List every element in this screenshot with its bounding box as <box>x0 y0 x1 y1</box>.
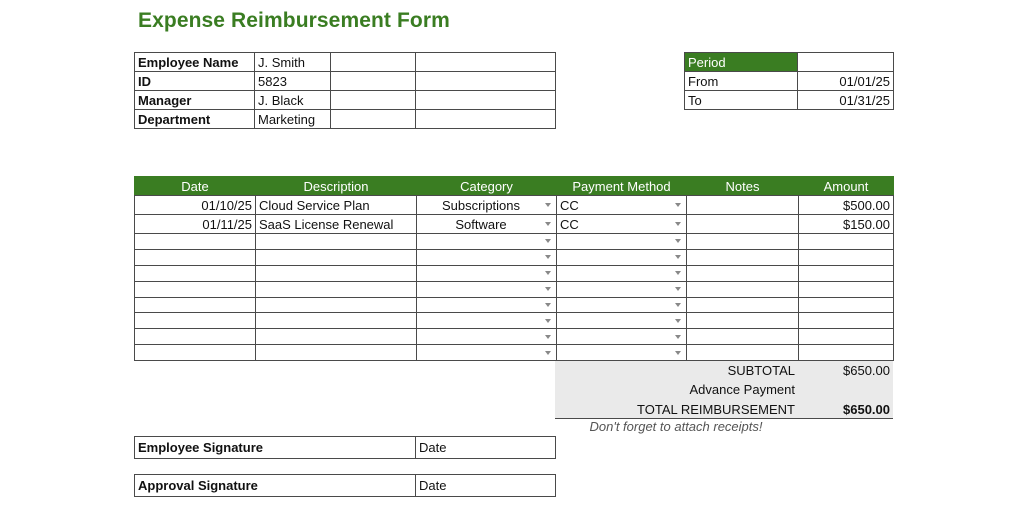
department-row <box>135 110 556 129</box>
period-to-value[interactable]: 01/31/25 <box>798 91 894 110</box>
advance-payment-label: Advance Payment <box>689 382 795 398</box>
date-cell[interactable] <box>135 313 256 329</box>
notes-cell[interactable] <box>687 329 799 345</box>
date-cell[interactable] <box>135 265 256 281</box>
empty-cell[interactable] <box>331 72 416 91</box>
notes-cell[interactable] <box>687 234 799 250</box>
category-dropdown[interactable] <box>417 345 557 361</box>
employee-id-value[interactable]: 5823 <box>255 72 331 91</box>
payment-method-dropdown[interactable] <box>557 297 687 313</box>
employee-info-table <box>134 52 556 129</box>
chevron-down-icon[interactable] <box>545 255 551 259</box>
manager-value[interactable]: J. Black <box>255 91 331 110</box>
table-row <box>135 265 894 281</box>
category-value: Software <box>455 216 507 232</box>
subtotal-row <box>555 361 893 380</box>
description-cell[interactable] <box>256 281 417 297</box>
chevron-down-icon[interactable] <box>675 222 681 226</box>
category-dropdown[interactable] <box>417 265 557 281</box>
date-cell[interactable] <box>135 281 256 297</box>
description-cell[interactable]: Cloud Service Plan <box>256 196 417 215</box>
table-row <box>135 297 894 313</box>
chevron-down-icon[interactable] <box>545 319 551 323</box>
manager-label: Manager <box>135 91 255 110</box>
period-from-label: From <box>685 72 798 91</box>
chevron-down-icon[interactable] <box>675 255 681 259</box>
description-cell[interactable]: SaaS License Renewal <box>256 215 417 234</box>
chevron-down-icon[interactable] <box>675 203 681 207</box>
description-cell[interactable] <box>256 234 417 250</box>
description-cell[interactable] <box>256 297 417 313</box>
description-cell[interactable] <box>256 265 417 281</box>
category-dropdown[interactable] <box>417 281 557 297</box>
amount-cell[interactable] <box>799 345 894 361</box>
employee-id-label: ID <box>135 72 255 91</box>
employee-name-label: Employee Name <box>135 53 255 72</box>
payment-method-dropdown[interactable] <box>557 215 687 234</box>
chevron-down-icon[interactable] <box>675 271 681 275</box>
subtotal-value: $650.00 <box>843 363 890 378</box>
approval-signature-date[interactable]: Date <box>416 475 556 497</box>
empty-cell[interactable] <box>331 53 416 72</box>
category-dropdown[interactable] <box>417 215 557 234</box>
subtotal-label: SUBTOTAL <box>727 363 795 378</box>
expenses-header-row <box>135 177 894 196</box>
empty-cell[interactable] <box>416 110 556 129</box>
category-dropdown[interactable] <box>417 234 557 250</box>
category-dropdown[interactable] <box>417 196 557 215</box>
column-header-date: Date <box>135 177 256 196</box>
chevron-down-icon[interactable] <box>545 351 551 355</box>
table-row <box>135 345 894 361</box>
chevron-down-icon[interactable] <box>675 239 681 243</box>
empty-cell[interactable] <box>331 91 416 110</box>
table-row <box>135 215 894 234</box>
chevron-down-icon[interactable] <box>545 303 551 307</box>
notes-cell[interactable] <box>687 196 799 215</box>
notes-cell[interactable] <box>687 215 799 234</box>
notes-cell[interactable] <box>687 297 799 313</box>
table-row <box>135 196 894 215</box>
category-dropdown[interactable] <box>417 297 557 313</box>
amount-cell[interactable] <box>799 297 894 313</box>
empty-cell[interactable] <box>416 91 556 110</box>
empty-cell[interactable] <box>416 72 556 91</box>
period-from-value[interactable]: 01/01/25 <box>798 72 894 91</box>
totals-block <box>555 361 893 419</box>
period-table <box>684 52 894 110</box>
category-dropdown[interactable] <box>417 329 557 345</box>
empty-cell[interactable] <box>416 53 556 72</box>
date-cell[interactable]: 01/11/25 <box>135 215 256 234</box>
notes-cell[interactable] <box>687 265 799 281</box>
payment-method-dropdown[interactable] <box>557 345 687 361</box>
chevron-down-icon[interactable] <box>545 271 551 275</box>
employee-name-row <box>135 53 556 72</box>
payment-method-dropdown[interactable] <box>557 249 687 265</box>
payment-method-dropdown[interactable] <box>557 234 687 250</box>
description-cell[interactable] <box>256 313 417 329</box>
notes-cell[interactable] <box>687 313 799 329</box>
column-header-payment-method: Payment Method <box>557 177 687 196</box>
description-cell[interactable] <box>256 249 417 265</box>
form-title: Expense Reimbursement Form <box>138 9 450 32</box>
employee-id-row <box>135 72 556 91</box>
date-cell[interactable] <box>135 234 256 250</box>
total-reimbursement-row <box>555 400 893 419</box>
category-dropdown[interactable] <box>417 313 557 329</box>
column-header-description: Description <box>256 177 417 196</box>
chevron-down-icon[interactable] <box>545 287 551 291</box>
receipts-note: Don't forget to attach receipts! <box>589 419 763 434</box>
payment-method-dropdown[interactable] <box>557 265 687 281</box>
date-cell[interactable] <box>135 297 256 313</box>
period-header: Period <box>685 53 798 72</box>
table-row <box>135 329 894 345</box>
employee-signature-date[interactable]: Date <box>416 437 556 459</box>
manager-row <box>135 91 556 110</box>
table-row <box>135 281 894 297</box>
empty-cell[interactable] <box>798 53 894 72</box>
amount-cell[interactable]: $150.00 <box>799 215 894 234</box>
payment-method-value: CC <box>560 197 579 213</box>
table-row <box>135 313 894 329</box>
employee-name-value[interactable]: J. Smith <box>255 53 331 72</box>
department-label: Department <box>135 110 255 129</box>
amount-cell[interactable] <box>799 249 894 265</box>
notes-cell[interactable] <box>687 249 799 265</box>
chevron-down-icon[interactable] <box>545 203 551 207</box>
date-cell[interactable]: 01/10/25 <box>135 196 256 215</box>
chevron-down-icon[interactable] <box>545 239 551 243</box>
category-dropdown[interactable] <box>417 249 557 265</box>
date-cell[interactable] <box>135 345 256 361</box>
advance-payment-value[interactable] <box>799 380 893 399</box>
approval-signature-table <box>134 474 556 497</box>
department-value[interactable]: Marketing <box>255 110 331 129</box>
table-row <box>135 234 894 250</box>
period-to-label: To <box>685 91 798 110</box>
amount-cell[interactable] <box>799 329 894 345</box>
payment-method-dropdown[interactable] <box>557 196 687 215</box>
chevron-down-icon[interactable] <box>675 351 681 355</box>
date-cell[interactable] <box>135 329 256 345</box>
chevron-down-icon[interactable] <box>675 303 681 307</box>
amount-cell[interactable] <box>799 234 894 250</box>
employee-signature-field[interactable]: Employee Signature <box>135 437 416 459</box>
advance-payment-row <box>555 380 893 399</box>
notes-cell[interactable] <box>687 281 799 297</box>
column-header-category: Category <box>417 177 557 196</box>
payment-method-dropdown[interactable] <box>557 313 687 329</box>
column-header-amount: Amount <box>799 177 894 196</box>
amount-cell[interactable] <box>799 265 894 281</box>
chevron-down-icon[interactable] <box>545 222 551 226</box>
approval-signature-field[interactable]: Approval Signature <box>135 475 416 497</box>
expenses-table <box>134 176 894 361</box>
description-cell[interactable] <box>256 345 417 361</box>
chevron-down-icon[interactable] <box>675 335 681 339</box>
payment-method-dropdown[interactable] <box>557 281 687 297</box>
chevron-down-icon[interactable] <box>675 319 681 323</box>
chevron-down-icon[interactable] <box>545 335 551 339</box>
column-header-notes: Notes <box>687 177 799 196</box>
date-cell[interactable] <box>135 249 256 265</box>
description-cell[interactable] <box>256 329 417 345</box>
amount-cell[interactable] <box>799 281 894 297</box>
category-value: Subscriptions <box>441 197 521 213</box>
amount-cell[interactable] <box>799 313 894 329</box>
payment-method-value: CC <box>560 216 579 232</box>
amount-cell[interactable]: $500.00 <box>799 196 894 215</box>
notes-cell[interactable] <box>687 345 799 361</box>
total-reimbursement-label: TOTAL REIMBURSEMENT <box>637 401 795 417</box>
payment-method-dropdown[interactable] <box>557 329 687 345</box>
table-row <box>135 249 894 265</box>
employee-signature-table <box>134 436 556 459</box>
empty-cell[interactable] <box>331 110 416 129</box>
chevron-down-icon[interactable] <box>675 287 681 291</box>
total-reimbursement-value: $650.00 <box>843 401 890 417</box>
